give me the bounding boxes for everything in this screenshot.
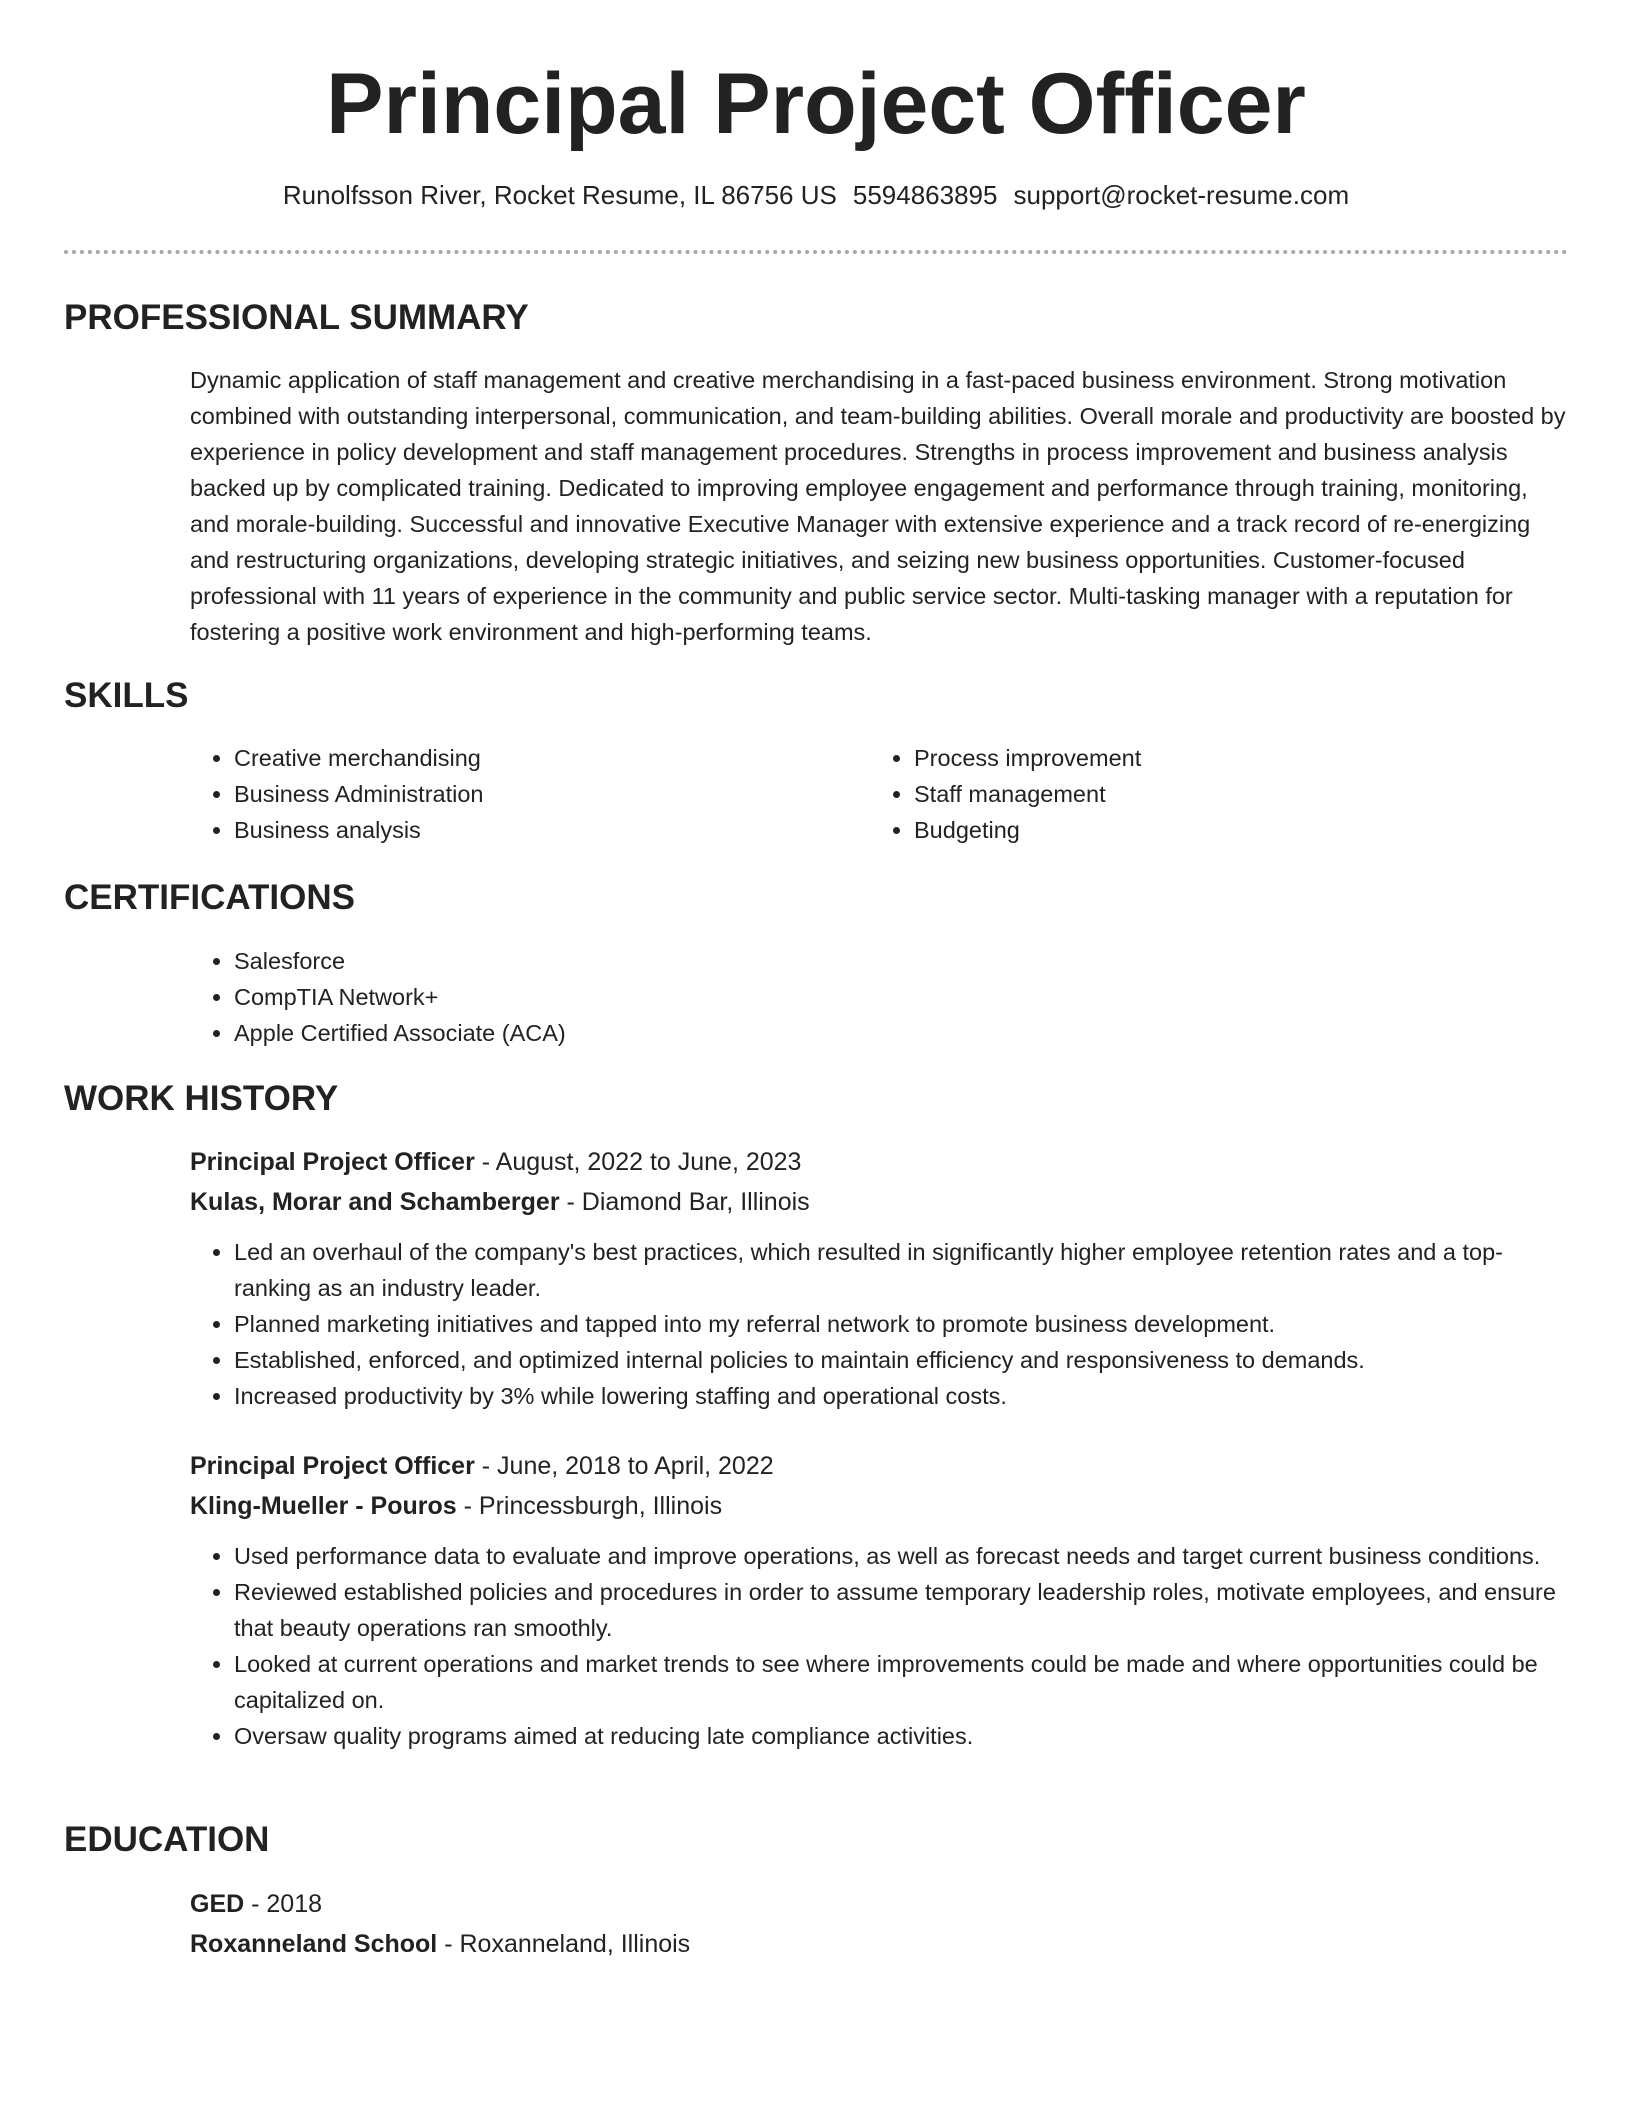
contact-phone: 5594863895 — [852, 180, 998, 210]
education-title: EDUCATION — [64, 1820, 270, 1859]
education-degree: GED — [190, 1890, 245, 1918]
job-title-line — [190, 1142, 1568, 1182]
skill-item: • Business analysis — [234, 812, 870, 848]
work-history-title: WORK HISTORY — [64, 1079, 339, 1118]
resume-page — [64, 0, 1568, 1958]
job-bullet: • Oversaw quality programs aimed at reducing late compliance activities. — [234, 1718, 1568, 1754]
job-entry — [190, 1142, 1568, 1414]
job-company: Kling-Mueller - Pouros — [190, 1492, 457, 1520]
skill-item: • Budgeting — [914, 812, 1550, 848]
job-role: Principal Project Officer — [190, 1452, 475, 1480]
contact-address: Runolfsson River, Rocket Resume, IL 86756 US — [282, 180, 837, 210]
education-degree-line — [190, 1884, 1568, 1924]
skills-list-left — [190, 740, 870, 848]
header-divider — [64, 250, 1568, 254]
job-company-line — [190, 1486, 1568, 1526]
certification-item: • CompTIA Network+ — [234, 979, 1568, 1015]
education-location: - Roxanneland, Illinois — [437, 1930, 691, 1958]
job-bullets — [190, 1234, 1568, 1414]
skills-title: SKILLS — [64, 676, 189, 715]
job-bullet: • Used performance data to evaluate and improve operations, as well as forecast needs and target current business conditions. — [234, 1538, 1568, 1574]
education-year: - 2018 — [244, 1890, 323, 1918]
job-bullet: • Established, enforced, and optimized internal policies to maintain efficiency and responsiveness to demands. — [234, 1342, 1568, 1378]
certification-item: • Salesforce — [234, 943, 1568, 979]
job-bullet: • Increased productivity by 3% while lowering staffing and operational costs. — [234, 1378, 1568, 1414]
education-school-line — [190, 1924, 1568, 1964]
job-bullet: • Planned marketing initiatives and tapped into my referral network to promote business development. — [234, 1306, 1568, 1342]
job-bullet: • Reviewed established policies and procedures in order to assume temporary leadership roles, motivate employees, and ensure that beauty operations ran smoothly. — [234, 1574, 1568, 1646]
job-bullets — [190, 1538, 1568, 1754]
job-bullet: • Led an overhaul of the company's best practices, which resulted in significantly higher employee retention rates and a top-ranking as an industry leader. — [234, 1234, 1568, 1306]
skill-item: • Process improvement — [914, 740, 1550, 776]
job-dates: - August, 2022 to June, 2023 — [474, 1148, 802, 1176]
certifications-section — [190, 943, 1568, 1051]
job-bullet: • Looked at current operations and market trends to see where improvements could be made and where opportunities could be capitalized on. — [234, 1646, 1568, 1718]
resume-name: Principal Project Officer — [326, 56, 1306, 152]
skills-list-right — [870, 740, 1550, 848]
certification-item: • Apple Certified Associate (ACA) — [234, 1015, 1568, 1051]
contact-email[interactable]: support@rocket-resume.com — [1013, 180, 1350, 210]
job-company-line — [190, 1182, 1568, 1222]
certifications-list — [190, 943, 1568, 1051]
skills-section — [190, 740, 1568, 848]
skill-item: • Staff management — [914, 776, 1550, 812]
contact-line — [64, 178, 1568, 212]
summary-text: Dynamic application of staff management and creative merchandising in a fast-paced business environment. Strong motivation combined with outstanding interpersonal, communication, and team-building abilities. Overall morale and productivity are boosted by experience in policy development and staff management procedures. Strengths in process improvement and business analysis backed up by complicated training. Dedicated to improving employee engagement and performance through training, monitoring, and morale-building. Successful and innovative Executive Manager with extensive experience and a track record of re-energizing and restructuring organizations, developing strategic initiatives, and seizing new business opportunities. Customer-focused professional with 11 years of experience in the community and public service sector. Multi-tasking manager with a reputation for fostering a positive work environment and high-performing teams. — [190, 367, 1566, 645]
job-location: - Princessburgh, Illinois — [456, 1492, 723, 1520]
job-role: Principal Project Officer — [190, 1148, 475, 1176]
job-company: Kulas, Morar and Schamberger — [190, 1188, 560, 1216]
job-title-line — [190, 1446, 1568, 1486]
skill-item: • Creative merchandising — [234, 740, 870, 776]
job-dates: - June, 2018 to April, 2022 — [474, 1452, 774, 1480]
education-school: Roxanneland School — [190, 1930, 438, 1958]
skill-item: • Business Administration — [234, 776, 870, 812]
certifications-title: CERTIFICATIONS — [64, 878, 356, 917]
summary-title: PROFESSIONAL SUMMARY — [64, 298, 529, 337]
job-location: - Diamond Bar, Illinois — [559, 1188, 810, 1216]
job-entry — [190, 1446, 1568, 1754]
summary-section — [190, 362, 1568, 650]
education-entry — [190, 1884, 1568, 1964]
